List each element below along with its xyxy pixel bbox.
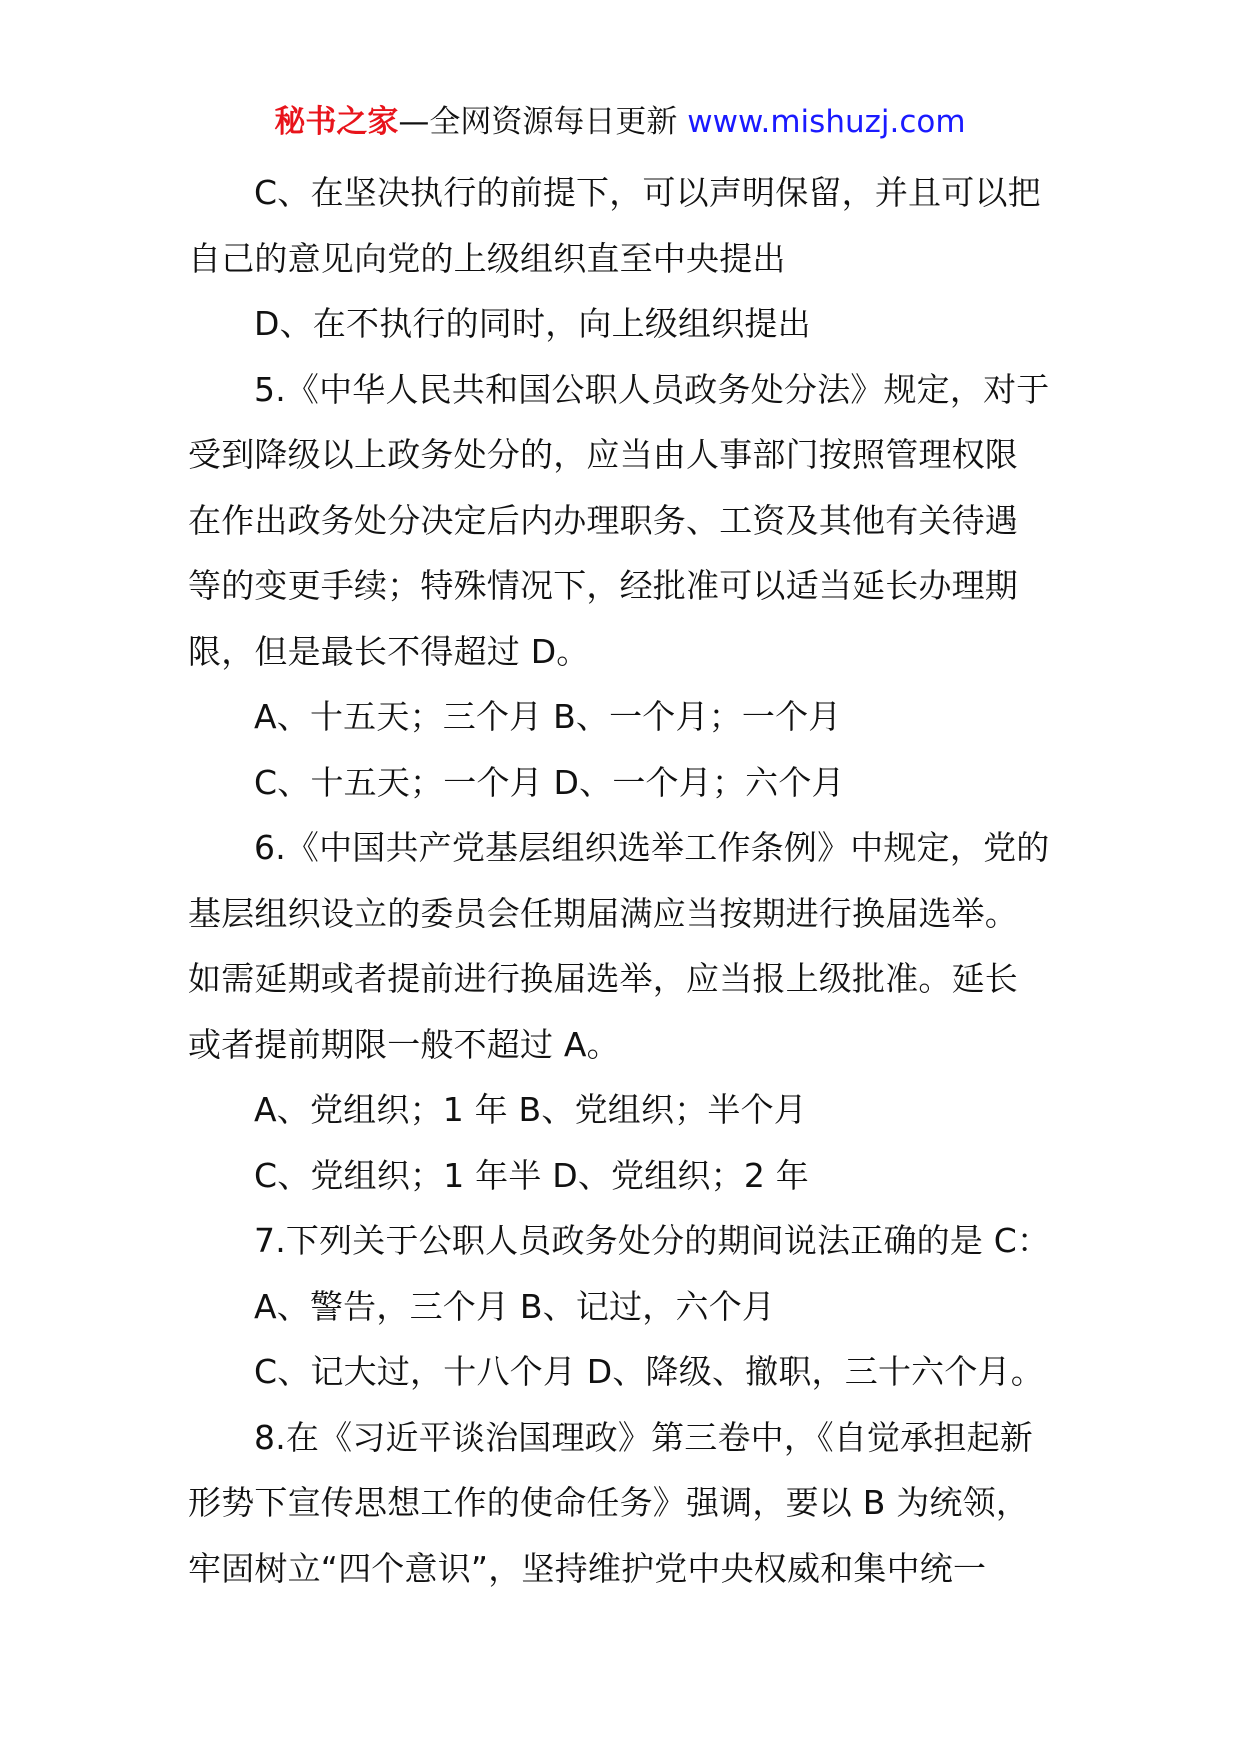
brand-name: 秘书之家 [274, 104, 399, 140]
text-line: 等的变更手续；特殊情况下，经批准可以适当延长办理期 [188, 566, 1018, 605]
text-line: 受到降级以上政务处分的，应当由人事部门按照管理权限 [188, 435, 1018, 474]
option-line: A、十五天；三个月 B、一个月；一个月 [254, 697, 842, 736]
text-line: 限，但是最长不得超过 D。 [188, 631, 590, 671]
text-line: 基层组织设立的委员会任期届满应当按期进行换届选举。 [188, 893, 1018, 933]
text-line: 如需延期或者提前进行换届选举，应当报上级批准。延长 [188, 959, 1018, 998]
question-5: 5.《中华人民共和国公职人员政务处分法》规定，对于 [254, 369, 1050, 409]
option-line: C、在坚决执行的前提下，可以声明保留，并且可以把 [254, 173, 1041, 212]
text-line: 在作出政务处分决定后内办理职务、工资及其他有关待遇 [188, 500, 1018, 540]
option-line: C、党组织；1 年半 D、党组织；2 年 [254, 1155, 809, 1195]
option-line: C、记大过，十八个月 D、降级、撤职，三十六个月。 [254, 1352, 1044, 1391]
text-line: 牢固树立“四个意识”，坚持维护党中央权威和集中统一 [188, 1548, 987, 1588]
question-7: 7.下列关于公职人员政务处分的期间说法正确的是 C： [254, 1221, 1051, 1260]
text-line: 形势下宣传思想工作的使命任务》强调，要以 B 为统领， [188, 1483, 1030, 1522]
document-body [188, 160, 1066, 1601]
option-line: D、在不执行的同时，向上级组织提出 [254, 304, 811, 343]
option-line: A、警告，三个月 B、记过，六个月 [254, 1286, 776, 1326]
question-6: 6.《中国共产党基层组织选举工作条例》中规定，党的 [254, 828, 1050, 867]
option-line: A、党组织；1 年 B、党组织；半个月 [254, 1090, 807, 1129]
header-tagline: —全网资源每日更新 [398, 104, 688, 140]
page-header [0, 100, 1240, 144]
question-8: 8.在《习近平谈治国理政》第三卷中，《自觉承担起新 [254, 1417, 1033, 1457]
option-line: C、十五天；一个月 D、一个月；六个月 [254, 762, 845, 802]
text-line: 或者提前期限一般不超过 A。 [188, 1024, 620, 1064]
text-line: 自己的意见向党的上级组织直至中央提出 [188, 238, 786, 278]
site-url-link[interactable]: www.mishuzj.com [687, 104, 966, 140]
